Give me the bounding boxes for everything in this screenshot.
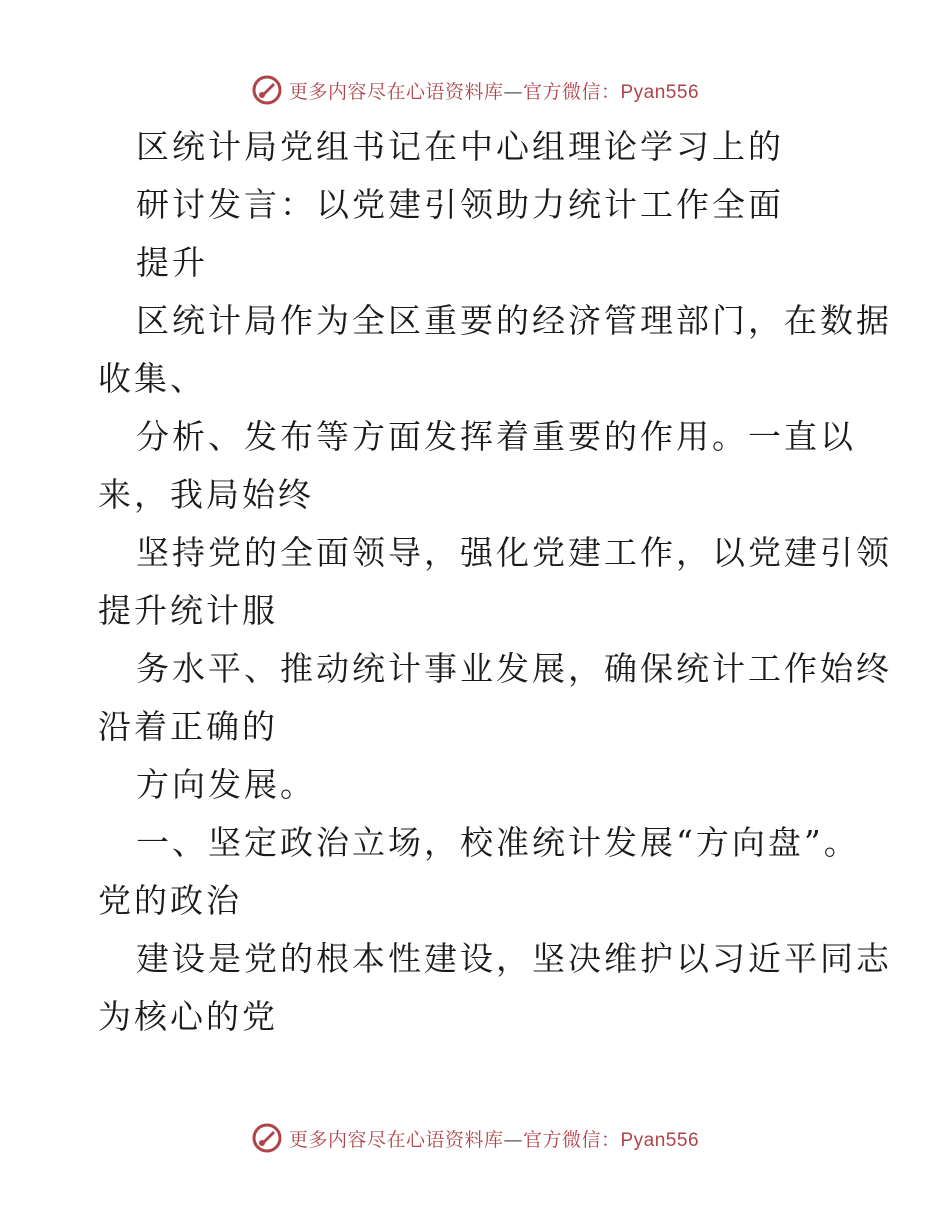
header-banner-title: 更多内容尽在心语资料库 (288, 80, 504, 103)
document-line: 坚持党的全面领导，强化党建工作，以党建引领 (136, 533, 892, 572)
header-banner (0, 70, 950, 110)
header-banner-text (289, 77, 699, 104)
document-line: 提升统计服 (98, 591, 278, 630)
document-line: 建设是党的根本性建设，坚决维护以习近平同志 (136, 939, 892, 978)
document-line: 沿着正确的 (98, 707, 278, 746)
document-line: 提升 (136, 243, 208, 282)
document-line: 分析、发布等方面发挥着重要的作用。一直以 (136, 417, 856, 456)
footer-banner-dash: — (503, 1128, 523, 1151)
document-line: 为核心的党 (98, 997, 278, 1036)
header-banner-wechat-label: 官方微信： (522, 80, 621, 103)
footer-banner-wechat-id: Pyan556 (620, 1129, 700, 1151)
footer-banner-wechat-label: 官方微信： (522, 1128, 621, 1151)
document-line: 区统计局党组书记在中心组理论学习上的 (136, 127, 784, 166)
footer-banner-text (289, 1125, 699, 1152)
document-line: 研讨发言：以党建引领助力统计工作全面 (136, 185, 784, 224)
red-circular-seal-logo-icon (251, 74, 283, 106)
header-banner-wechat-id: Pyan556 (620, 81, 700, 103)
header-banner-dash: — (503, 80, 523, 103)
document-line: 收集、 (98, 359, 206, 398)
footer-banner (0, 1118, 950, 1158)
document-body (98, 118, 892, 1046)
document-line: 来，我局始终 (98, 475, 314, 514)
document-line: 区统计局作为全区重要的经济管理部门，在数据 (136, 301, 892, 340)
footer-banner-title: 更多内容尽在心语资料库 (288, 1128, 504, 1151)
document-line: 务水平、推动统计事业发展，确保统计工作始终 (136, 649, 892, 688)
document-line: 方向发展。 (136, 765, 316, 804)
document-line: 一、坚定政治立场，校准统计发展“方向盘”。 (136, 823, 860, 862)
document-line: 党的政治 (98, 881, 242, 920)
red-circular-seal-logo-icon (251, 1122, 283, 1154)
